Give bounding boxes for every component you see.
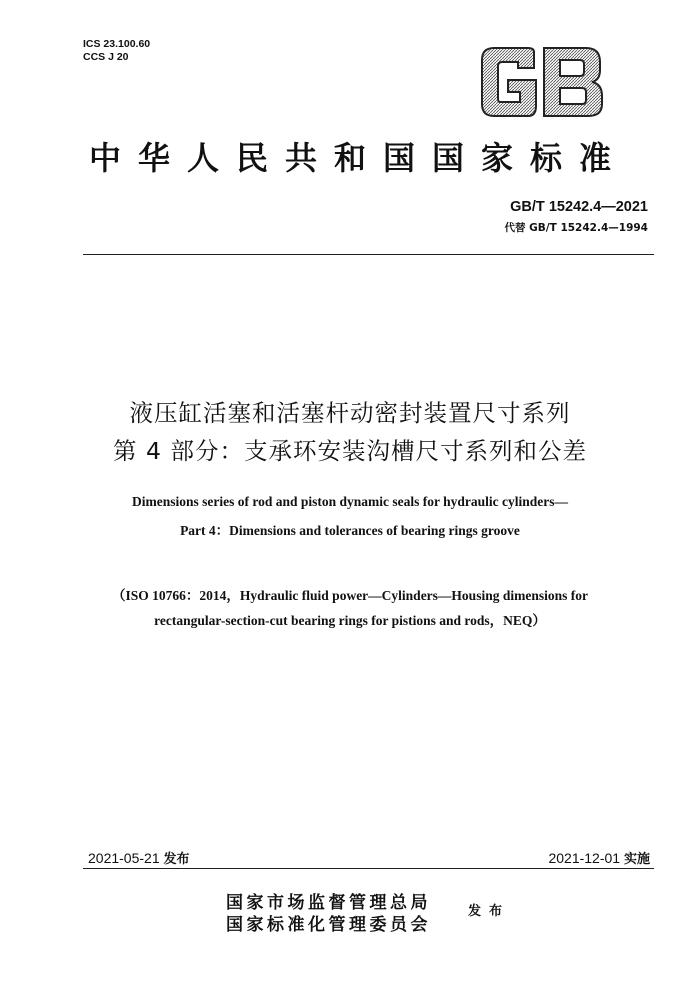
implementation-date bbox=[548, 848, 650, 867]
english-title-line-2: Part 4：Dimensions and tolerances of bearing rings groove bbox=[180, 523, 520, 538]
issue-date-value: 2021-05-21 bbox=[88, 850, 160, 866]
issuer-samr: 国家市场监督管理总局 bbox=[226, 893, 431, 913]
chinese-title-line-1: 液压缸活塞和活塞杆动密封装置尺寸系列 bbox=[129, 399, 571, 427]
publish-label: 发布 bbox=[468, 904, 511, 919]
issue-date-label: 发布 bbox=[163, 852, 190, 867]
ccs-code: CCS J 20 bbox=[83, 51, 129, 63]
header-divider bbox=[83, 254, 654, 255]
implementation-date-value: 2021-12-01 bbox=[548, 850, 621, 866]
national-standard-title: 中华人民共和国国家标准 bbox=[88, 139, 628, 177]
implementation-date-label: 实施 bbox=[623, 852, 650, 867]
replaced-standard: 代替 GB/T 15242.4—1994 bbox=[504, 222, 648, 234]
issue-date bbox=[88, 848, 190, 867]
footer-divider bbox=[83, 868, 654, 869]
classification-codes bbox=[83, 38, 150, 64]
issuer-sac: 国家标准化管理委员会 bbox=[226, 915, 431, 935]
standard-number: GB/T 15242.4—2021 bbox=[510, 199, 648, 215]
chinese-title-line-2: 第 4 部分：支承环安装沟槽尺寸系列和公差 bbox=[113, 437, 587, 465]
ics-code: ICS 23.100.60 bbox=[83, 38, 151, 50]
iso-reference-line-1: （ISO 10766：2014，Hydraulic fluid power—Cylinders—Housing dimensions for bbox=[112, 588, 588, 603]
gb-logo bbox=[478, 44, 606, 120]
iso-reference-line-2: rectangular-section-cut bearing rings for pistions and rods，NEQ） bbox=[154, 613, 546, 628]
gb-logo-text: GB bbox=[542, 120, 544, 121]
english-title-line-1: Dimensions series of rod and piston dynamic seals for hydraulic cylinders— bbox=[131, 494, 569, 509]
